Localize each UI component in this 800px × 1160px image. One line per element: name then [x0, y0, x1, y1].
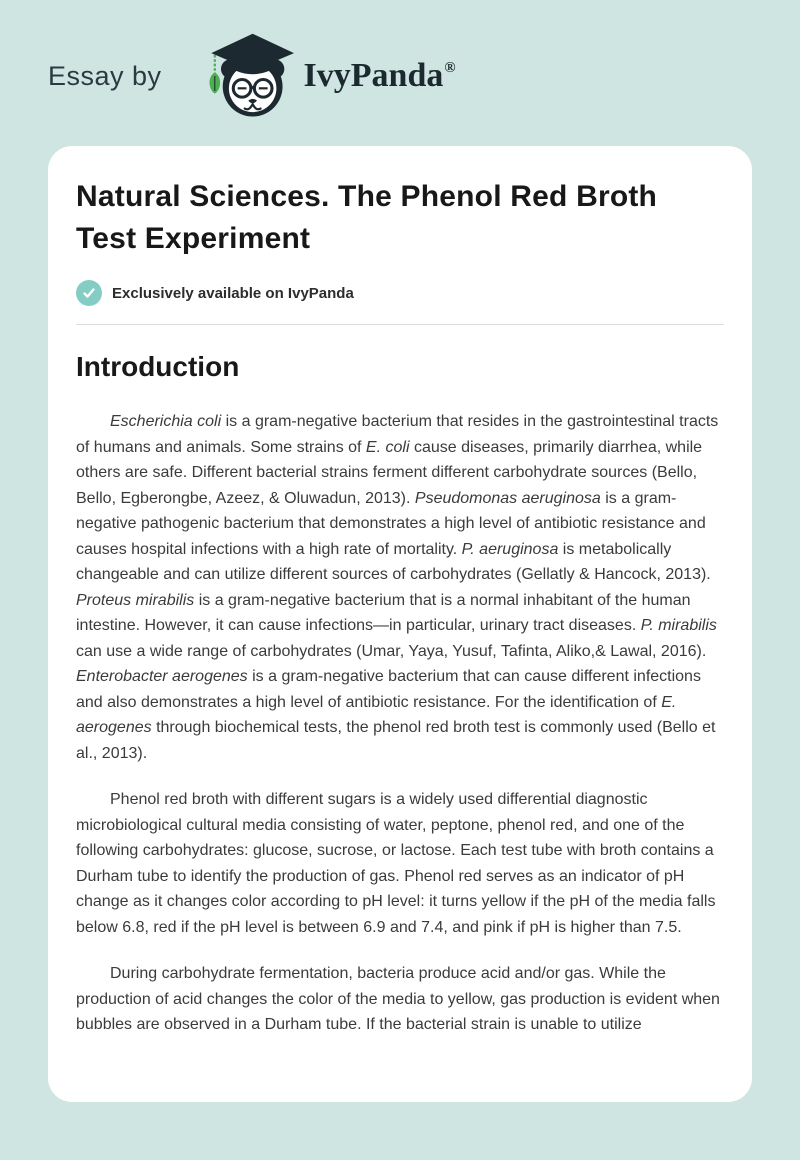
registered-mark: ®	[444, 60, 456, 76]
brand-text: IvyPanda	[303, 57, 444, 94]
site-header	[0, 0, 800, 122]
section-heading-introduction: Introduction	[76, 351, 240, 382]
paragraph-intro-2: Phenol red broth with different sugars is a widely used differential diagnostic microbiological cultural media consisting of water, peptone, phenol red, and one of the following carbohydrates: glucose, sucrose, or lactose. Each test tube with broth contains a Durham tube to identify the production of gas. Phenol red serves as an indicator of pH change as it changes color according to pH level: it turns yellow if the pH of the media falls below 6.8, red if the pH level is between 6.9 and 7.4, and pink if pH is higher than 7.5.	[76, 791, 716, 936]
essay-by-label: Essay by	[48, 60, 162, 91]
ivypanda-logo[interactable]	[204, 32, 456, 120]
essay-title: Natural Sciences. The Phenol Red Broth Test Experiment	[76, 180, 658, 255]
check-icon	[76, 280, 102, 306]
essay-card	[48, 146, 752, 1102]
brand-name	[304, 59, 456, 93]
paragraph-intro-3: During carbohydrate fermentation, bacteria produce acid and/or gas. While the production of acid changes the color of the media to yellow, gas production is evident when bubbles are observed in a Durham tube. If the bacterial strain is unable to utilize	[76, 965, 720, 1033]
exclusive-badge-label: Exclusively available on IvyPanda	[112, 284, 354, 302]
paragraph-intro-1: Escherichia coli is a gram-negative bacterium that resides in the gastrointestinal tracts of humans and animals. Some strains of E. coli cause diseases, primarily diarrhea, while others are safe. Different bacterial strains ferment different carbohydrate sources (Bello, Bello, Egberongbe, Azeez, & Oluwadun, 2013). Pseudomonas aeruginosa is a gram-negative pathogenic bacterium that demonstrates a high level of antibiotic resistance and causes hospital infections with a high rate of mortality. P. aeruginosa is metabolically changeable and can utilize different sources of carbohydrates (Gellatly & Hancock, 2013). Proteus mirabilis is a gram-negative bacterium that is a normal inhabitant of the human intestine. However, it can cause infections—in particular, urinary tract diseases. P. mirabilis can use a wide range of carbohydrates (Umar, Yaya, Yusuf, Tafinta, Aliko,& Lawal, 2016). Enterobacter aerogenes is a gram-negative bacterium that can cause different infections and also demonstrates a high level of antibiotic resistance. For the identification of E. aerogenes through biochemical tests, the phenol red broth test is commonly used (Bello et al., 2013).	[76, 413, 719, 762]
divider	[76, 324, 724, 325]
exclusive-badge	[76, 280, 724, 306]
panda-graduate-icon	[204, 32, 296, 120]
